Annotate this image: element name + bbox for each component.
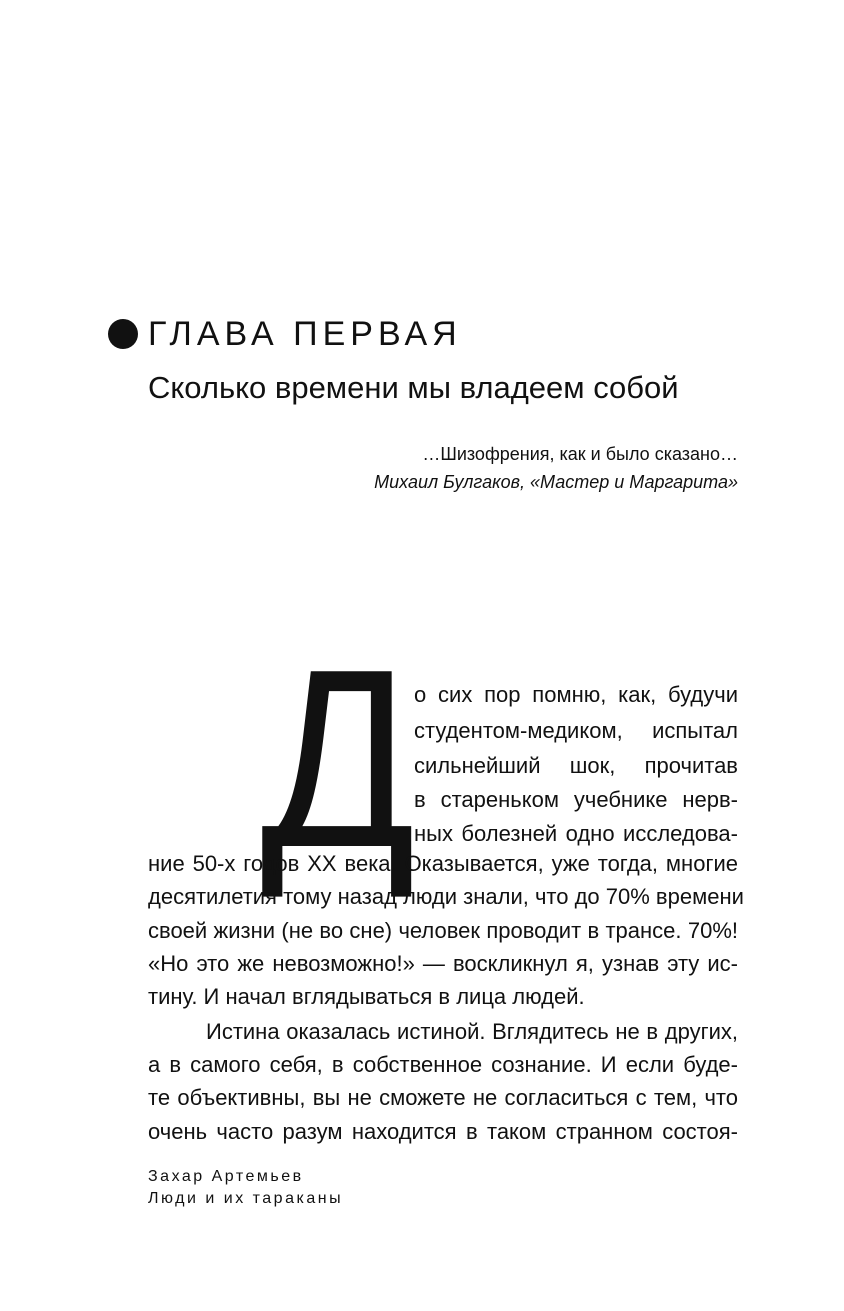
text-line: в стареньком учебнике нерв- <box>414 787 738 812</box>
chapter-label: ГЛАВА ПЕРВАЯ <box>148 315 462 353</box>
text-line: очень часто разум находится в таком странном состоя- <box>148 1119 738 1144</box>
text-line: десятилетия тому назад люди знали, что до 70% времени <box>148 884 744 909</box>
drop-cap-letter: Д <box>260 616 416 900</box>
bullet-icon <box>108 319 138 349</box>
text-line: ных болезней одно исследова- <box>414 821 738 846</box>
footer-author: Захар Артемьев <box>148 1168 304 1185</box>
text-line: сильнейший шок, прочитав <box>414 753 738 778</box>
text-line: Истина оказалась истиной. Вглядитесь не в других, <box>206 1019 738 1044</box>
drop-cap <box>258 616 418 900</box>
epigraph-source: Михаил Булгаков, «Мастер и Маргарита» <box>374 472 738 492</box>
text-line: тину. И начал вглядываться в лица людей. <box>148 984 585 1009</box>
text-line: о сих пор помню, как, будучи <box>414 682 738 707</box>
footer-book-title: Люди и их тараканы <box>148 1190 344 1207</box>
text-line: ние 50-х годов XX века. Оказывается, уже тогда, многие <box>148 851 738 876</box>
text-line: «Но это же невозможно!» — воскликнул я, узнав эту ис- <box>148 951 738 976</box>
text-line: своей жизни (не во сне) человек проводит в трансе. 70%! <box>148 918 738 943</box>
epigraph-quote: …Шизофрения, как и было сказано… <box>422 444 738 464</box>
text-line: студентом-медиком, испытал <box>414 718 738 743</box>
text-line: а в самого себя, в собственное сознание. И если буде- <box>148 1052 738 1077</box>
chapter-heading <box>108 312 462 356</box>
text-line: те объективны, вы не сможете не согласиться с тем, что <box>148 1085 738 1110</box>
chapter-title: Сколько времени мы владеем собой <box>148 370 679 405</box>
